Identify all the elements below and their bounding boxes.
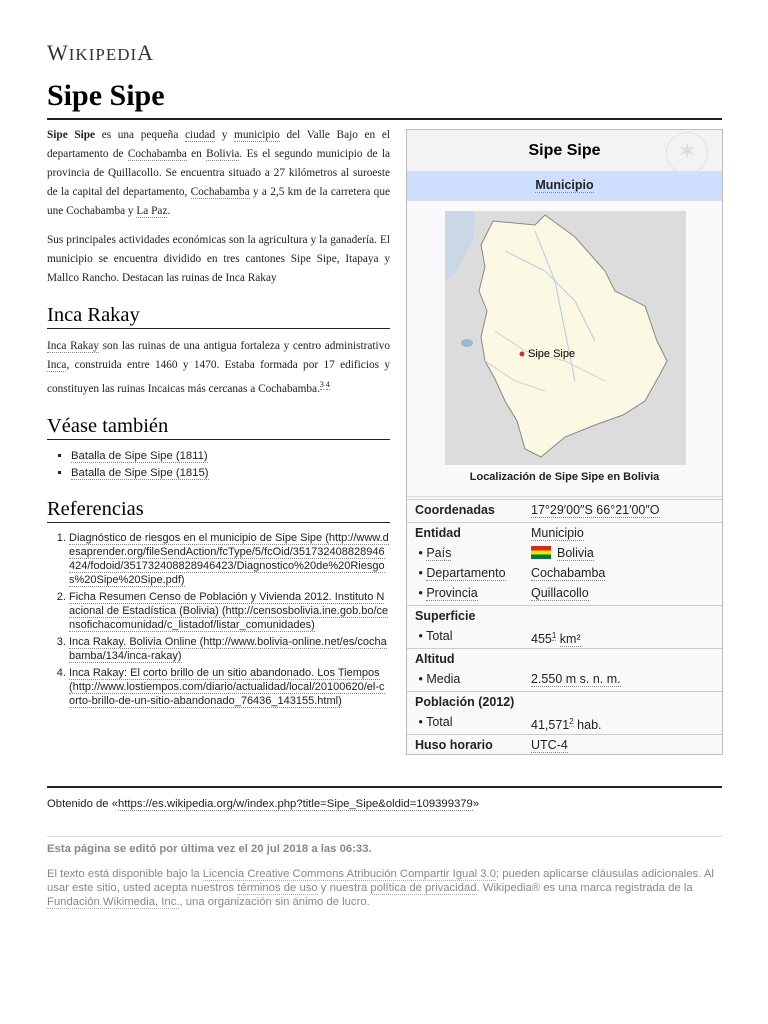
text: . <box>167 205 171 217</box>
location-marker <box>520 352 525 357</box>
link-cochabamba[interactable]: Cochabamba <box>127 148 187 160</box>
link-bolivia-country[interactable]: Bolivia <box>557 546 594 560</box>
map-caption: Localización de Sipe Sipe en Bolivia <box>469 471 660 483</box>
ref-link-2[interactable]: 2 <box>569 717 574 726</box>
ref-link-3[interactable]: 3 <box>319 380 324 389</box>
link-batalla-1815[interactable]: Batalla de Sipe Sipe (1815) <box>71 466 209 479</box>
section-heading: Inca Rakay <box>47 304 140 326</box>
infobox-title <box>407 130 722 171</box>
see-also-list <box>47 448 390 482</box>
text: . Es el segundo municipio de la provincia de Quillacollo. Se encuentra situado a 27 kilómetros al suroeste de la capital del departamento, <box>47 148 391 198</box>
title-divider <box>47 118 722 120</box>
text: del Valle Bajo en el departamento de <box>47 129 390 160</box>
reference-item <box>69 531 390 587</box>
page-title: Sipe Sipe <box>47 79 165 112</box>
intro-paragraph-2: Sus principales actividades económicas son la agricultura y la ganadería. El municipio se encuentra dividido en tres cantones Sipe Sipe, Itapaya y Mallco Rancho. Destacan las ruinas de Inca Rakay <box>47 234 390 284</box>
row-provincia: • Provincia Quillacollo <box>415 586 589 600</box>
text: es una pequeña <box>95 129 185 141</box>
infobox <box>406 129 723 755</box>
logo-letter-last: A <box>137 40 155 65</box>
link-msnm[interactable]: 2.550 m s. n. m. <box>531 672 621 686</box>
row-pais: • País Bolivia <box>415 546 594 560</box>
reference-link[interactable]: Ficha Resumen Censo de Población y Vivienda 2012. Instituto Nacional de Estadística (Bolivia) (http://censosbolivia.ine.gob.bo/censofichacomunidad/c_listadof/listar_comunidades) <box>69 590 389 631</box>
label-huso: Huso horario <box>415 738 493 752</box>
link-km2[interactable]: km² <box>559 632 581 647</box>
reference-item <box>69 666 390 708</box>
text: en <box>186 148 207 160</box>
link-utc[interactable]: UTC-4 <box>531 738 568 752</box>
text: , una organización sin ánimo de lucro. <box>179 896 370 908</box>
ref-link-4[interactable]: 4 <box>325 380 330 389</box>
link-privacy[interactable]: política de privacidad <box>370 882 477 894</box>
footer-divider <box>47 786 722 788</box>
superficie-value: 455 <box>531 632 552 647</box>
row-altitud <box>407 648 722 669</box>
label-entidad: Entidad <box>415 526 461 540</box>
link-provincia[interactable]: Provincia <box>426 586 478 600</box>
link-cochabamba-dept[interactable]: Cochabamba <box>531 566 606 580</box>
license-text <box>47 867 722 909</box>
row-entidad <box>407 522 722 543</box>
reference-link[interactable]: Inca Rakay. Bolivia Online (http://www.bolivia-online.net/es/cochabamba/134/inca-rakay) <box>69 635 387 662</box>
text: y a 2,5 km de la carretera que une Cochabamba y <box>47 186 390 217</box>
label-altitud: Altitud <box>415 652 455 666</box>
bold-term: Sipe Sipe <box>47 129 96 141</box>
link-departamento[interactable]: Departamento <box>426 566 506 580</box>
references-list <box>47 531 390 708</box>
intro-paragraph-1 <box>47 126 390 221</box>
link-coordinates[interactable]: 17°29′00″S 66°21′00″O <box>531 503 660 517</box>
list-item <box>71 448 390 465</box>
bolivia-flag-icon <box>531 546 551 559</box>
link-municipio-entity[interactable]: Municipio <box>531 526 584 540</box>
text: , construida entre 1460 y 1470. Estaba formada por 17 edificios y constituyen las ruinas Incaicas más cercanas a Cochabamba. <box>47 359 390 395</box>
link-cochabamba-2[interactable]: Cochabamba <box>190 186 250 198</box>
link-quillacollo[interactable]: Quillacollo <box>531 586 589 600</box>
label-coordenadas: Coordenadas <box>415 503 495 517</box>
link-license[interactable]: Licencia Creative Commons Atribución Compartir Igual 3.0 <box>202 868 496 880</box>
map-label: Sipe Sipe <box>528 348 576 360</box>
link-pais[interactable]: País <box>426 546 452 560</box>
infobox-subtitle[interactable] <box>407 171 722 200</box>
row-huso-horario <box>407 734 722 755</box>
retrieved-from <box>47 798 479 810</box>
reference-link[interactable]: Diagnóstico de riesgos en el municipio de Sipe Sipe (http://www.desaprender.org/fileSendAction/fcType/5/fcOid/351732408828946424/fodoid/351732408828946423/Diagnostico%20de%20Riesgos%20Sipe%20Sipe.pdf) <box>69 531 389 586</box>
row-superficie <box>407 605 722 626</box>
section-heading: Véase también <box>47 414 169 437</box>
row-coordenadas <box>407 499 722 520</box>
reference-link[interactable]: Inca Rakay: El corto brillo de un sitio abandonado. Los Tiempos (http://www.lostiempos.com/diario/actualidad/local/20100620/el-corto-brillo-de-un-sitio-abandonado_76436_143155.html) <box>69 666 385 707</box>
link-inca[interactable]: Inca <box>47 359 67 371</box>
logo-text: IKIPEDI <box>68 45 138 64</box>
link-wikimedia[interactable]: Fundación Wikimedia, Inc. <box>47 896 180 908</box>
text: El texto está disponible bajo la <box>47 868 203 880</box>
row-poblacion-total: • Total 41,571$^2$ hab. <box>415 715 602 733</box>
poblacion-unit: hab. <box>577 718 602 733</box>
last-edited: Esta página se editó por última vez el 20 jul 2018 a las 06:33. <box>47 843 372 855</box>
logo-letter: W <box>47 40 69 65</box>
compass-watermark-icon: ✶ <box>666 132 708 174</box>
link-inca-rakay[interactable]: Inca Rakay <box>47 340 99 352</box>
inca-paragraph <box>47 337 390 399</box>
link-terms[interactable]: términos de uso <box>237 882 318 894</box>
label-poblacion: Población (2012) <box>415 695 515 709</box>
section-heading: Referencias <box>47 497 144 520</box>
section-header-referencias <box>47 497 390 523</box>
link-ciudad[interactable]: ciudad <box>184 129 216 141</box>
section-header-vease <box>47 414 390 440</box>
link-batalla-1811[interactable]: Batalla de Sipe Sipe (1811) <box>71 449 208 462</box>
link-municipio-infobox[interactable]: Municipio <box>535 178 594 192</box>
permalink[interactable]: https://es.wikipedia.org/w/index.php?title=Sipe_Sipe&oldid=109399379 <box>117 798 473 810</box>
label-superficie: Superficie <box>415 609 476 623</box>
label-media: Media <box>426 672 461 686</box>
reference-item <box>69 590 390 632</box>
link-bolivia[interactable]: Bolivia <box>206 148 240 160</box>
section-header-inca-rakay <box>47 306 390 329</box>
text: y nuestra <box>317 882 371 894</box>
location-map <box>407 200 722 497</box>
wikipedia-logo[interactable] <box>47 40 154 66</box>
text: » <box>472 798 480 810</box>
list-item <box>71 465 390 482</box>
label-total: Total <box>426 629 453 643</box>
link-la-paz[interactable]: La Paz <box>136 205 168 217</box>
infobox-title-text: Sipe Sipe <box>528 142 601 159</box>
article-body <box>47 126 390 711</box>
ref-link-1[interactable]: 1 <box>551 631 557 640</box>
text: son las ruinas de una antigua fortaleza y centro administrativo <box>98 340 390 352</box>
text: y <box>215 129 235 141</box>
text: Obtenido de « <box>47 798 118 810</box>
row-poblacion <box>407 691 722 712</box>
reference-item <box>69 635 390 663</box>
poblacion-value: 41,571 <box>531 718 570 733</box>
footer-thin-divider <box>47 836 722 837</box>
row-departamento: • Departamento Cochabamba <box>415 566 606 580</box>
text: ; pueden aplicarse cláusulas adicionales. Al usar este sitio, usted acepta nuestros <box>47 868 714 894</box>
label-total: Total <box>426 715 453 729</box>
link-municipio[interactable]: municipio <box>234 129 280 141</box>
row-superficie-total: • Total $455^1$ km² <box>415 629 581 647</box>
row-altitud-media: • Media 2.550 m s. n. m. <box>415 672 621 686</box>
bolivia-map[interactable] <box>445 211 686 465</box>
text: . Wikipedia® es una marca registrada de la <box>476 882 693 894</box>
